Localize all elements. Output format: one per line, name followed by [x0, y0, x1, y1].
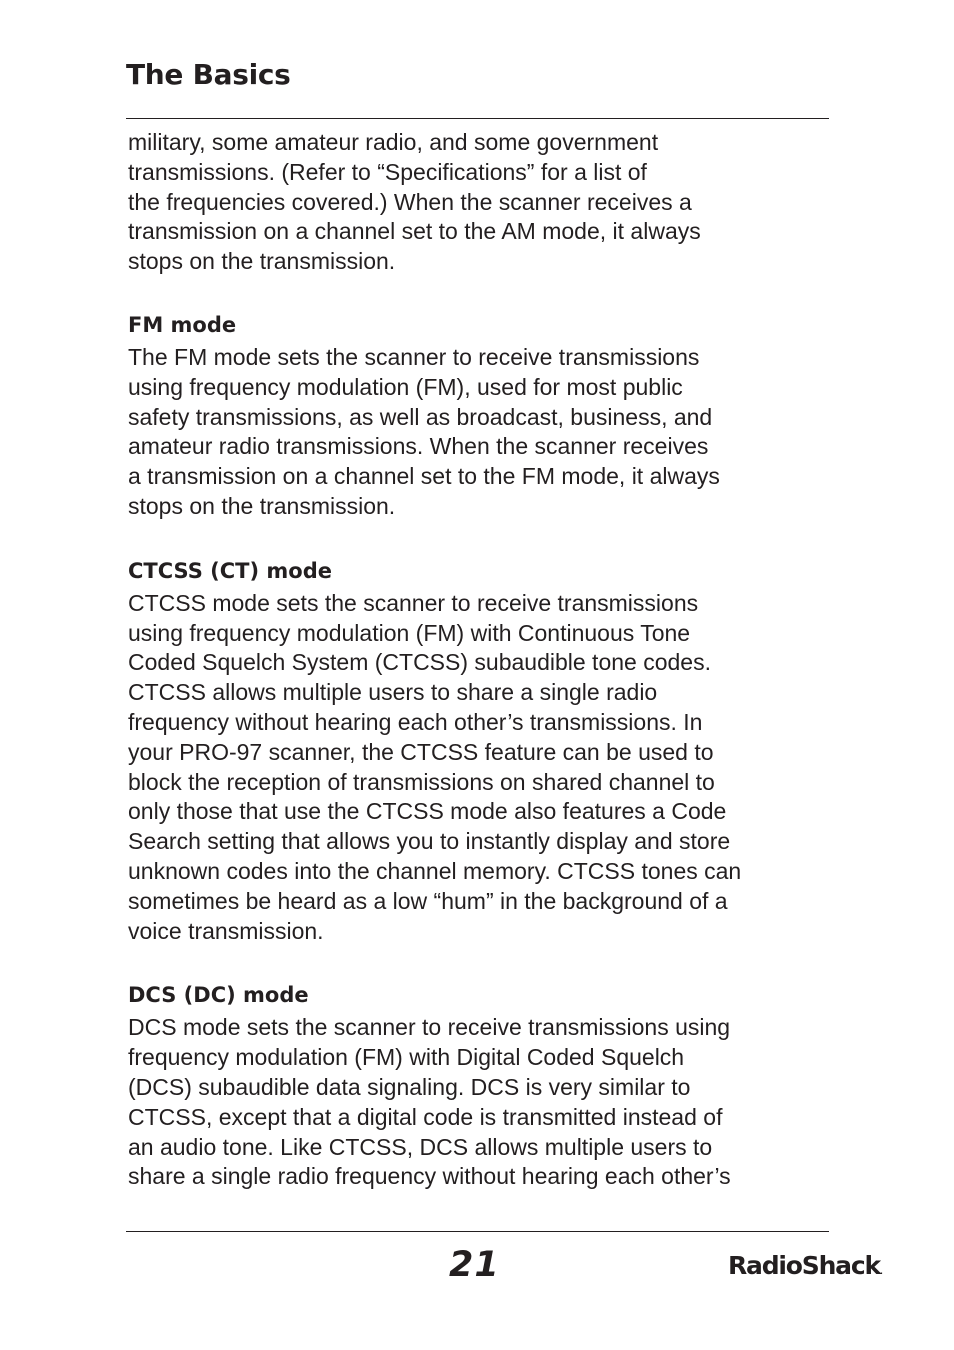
- text-line: CTCSS mode sets the scanner to receive transmissions: [128, 589, 699, 616]
- fm-mode-paragraph: [128, 343, 818, 522]
- text-line: a transmission on a channel set to the FM mode, it always: [128, 463, 720, 490]
- text-line: DCS mode sets the scanner to receive transmissions using: [128, 1014, 731, 1041]
- ctcss-mode-heading: CTCSS (CT) mode: [128, 558, 332, 583]
- page-title: The Basics: [126, 58, 291, 91]
- text-line: Search setting that allows you to instantly display and store: [128, 828, 731, 855]
- page-number: 21: [449, 1245, 500, 1285]
- text-line: transmission on a channel set to the AM mode, it always: [128, 218, 701, 245]
- text-line: unknown codes into the channel memory. CTCSS tones can: [128, 857, 742, 884]
- text-line: Coded Squelch System (CTCSS) subaudible tone codes.: [128, 649, 711, 676]
- text-line: using frequency modulation (FM) with Continuous Tone: [128, 619, 691, 646]
- text-line: CTCSS allows multiple users to share a single radio: [128, 679, 658, 706]
- text-line: frequency modulation (FM) with Digital Coded Squelch: [128, 1044, 685, 1071]
- text-line: frequency without hearing each other’s transmissions. In: [128, 708, 703, 735]
- text-line: transmissions. (Refer to “Specifications” for a list of: [128, 158, 647, 185]
- text-line: amateur radio transmissions. When the scanner receives: [128, 433, 709, 460]
- text-line: The FM mode sets the scanner to receive transmissions: [128, 343, 700, 370]
- text-line: an audio tone. Like CTCSS, DCS allows multiple users to: [128, 1133, 713, 1160]
- radioshack-logo: [728, 1251, 883, 1280]
- brand-mark: .: [879, 1267, 883, 1276]
- text-line: CTCSS, except that a digital code is transmitted instead of: [128, 1103, 723, 1130]
- dcs-mode-heading: DCS (DC) mode: [128, 983, 309, 1008]
- header-divider: [126, 118, 829, 119]
- text-line: block the reception of transmissions on shared channel to: [128, 768, 715, 795]
- footer-divider: [126, 1231, 829, 1232]
- text-line: stops on the transmission.: [128, 248, 396, 275]
- intro-paragraph: [128, 128, 818, 277]
- brand-name: RadioShack: [728, 1251, 880, 1280]
- text-line: share a single radio frequency without hearing each other’s: [128, 1163, 731, 1190]
- text-line: sometimes be heard as a low “hum” in the background of a: [128, 887, 728, 914]
- text-line: stops on the transmission.: [128, 492, 396, 519]
- fm-mode-heading: FM mode: [128, 312, 237, 337]
- text-line: military, some amateur radio, and some government: [128, 129, 659, 155]
- ctcss-mode-paragraph: [128, 589, 818, 947]
- dcs-mode-paragraph: [128, 1013, 818, 1192]
- text-line: (DCS) subaudible data signaling. DCS is very similar to: [128, 1073, 691, 1100]
- text-line: safety transmissions, as well as broadcast, business, and: [128, 403, 713, 430]
- text-line: the frequencies covered.) When the scanner receives a: [128, 188, 692, 215]
- text-line: using frequency modulation (FM), used for most public: [128, 373, 683, 400]
- text-line: voice transmission.: [128, 917, 324, 944]
- text-line: only those that use the CTCSS mode also features a Code: [128, 798, 727, 825]
- body-content: [128, 128, 818, 1192]
- text-line: your PRO-97 scanner, the CTCSS feature can be used to: [128, 738, 714, 765]
